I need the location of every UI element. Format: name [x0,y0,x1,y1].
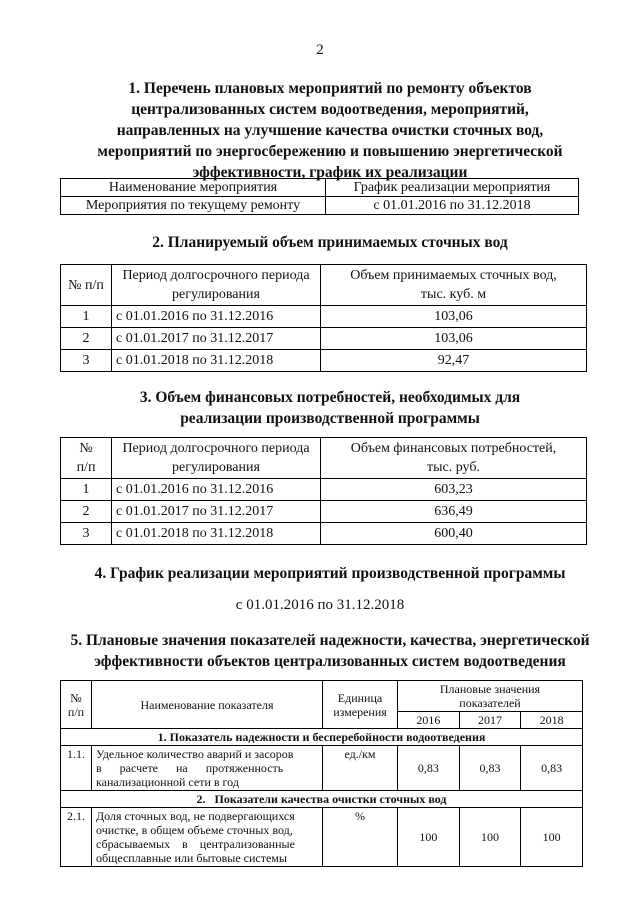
cell-number: 1 [61,479,112,501]
header-planned-line: показателей [459,696,521,710]
cell-financial: 603,23 [321,479,587,501]
cell-indicator-name [92,746,323,791]
cell-value-2016: 100 [398,808,460,867]
cell-value-2018: 100 [521,808,583,867]
cell-number: 2 [61,328,112,350]
header-year: 2017 [459,712,521,729]
table-header-row [61,438,587,479]
table-row [61,479,587,501]
table-row [61,197,579,215]
activities-table [60,178,579,215]
header-number-line: п/п [76,460,96,475]
indicator-name-line: канализационной сети в год [96,775,239,789]
header-number-line: № [70,690,82,705]
header-schedule: График реализации мероприятия [326,179,579,197]
header-year: 2016 [398,712,460,729]
cell-number: 2 [61,501,112,523]
header-period [112,438,321,479]
header-period-line: регулирования [172,287,260,302]
cell-period: с 01.01.2018 по 31.12.2018 [112,523,321,545]
cell-volume: 92,47 [321,350,587,372]
wastewater-volume-table [60,264,587,372]
header-number-line: № [79,441,93,456]
table-row [61,306,587,328]
cell-volume: 103,06 [321,328,587,350]
section3-title-line: реализации производственной программы [180,410,480,427]
section3-title-line: 3. Объем финансовых потребностей, необходимых для [139,389,521,406]
header-financial [321,438,587,479]
table-row [61,350,587,372]
header-unit [323,681,398,729]
section1-title-line: мероприятий по энергосбережению и повышению энергетической [97,143,563,160]
indicators-table [60,680,583,867]
cell-activity-name: Мероприятия по текущему ремонту [61,197,326,215]
header-planned-line: Плановые значения [439,682,541,696]
section4-period: с 01.01.2016 по 31.12.2018 [235,597,405,613]
header-period-line: Период долгосрочного периода [122,441,310,456]
indicator-name-line: Удельное количество аварий и засоров [96,747,294,761]
header-indicator-name: Наименование показателя [92,681,323,729]
cell-period: с 01.01.2016 по 31.12.2016 [112,479,321,501]
cell-indicator-name [92,808,323,867]
table-group-row [61,729,583,746]
cell-unit: ед./км [323,746,398,791]
header-number [61,438,112,479]
section5-title [30,630,630,672]
header-number [61,681,92,729]
table-row [61,746,583,791]
cell-volume: 103,06 [321,306,587,328]
section5-title-line: эффективности объектов централизованных систем водоотведения [94,653,566,670]
financial-needs-table [60,437,587,545]
cell-unit: % [323,808,398,867]
header-period-line: Период долгосрочного периода [122,268,310,283]
table-row [61,501,587,523]
indicator-name-line: общесплавные или бытовые системы [96,851,287,865]
cell-schedule: с 01.01.2016 по 31.12.2018 [326,197,579,215]
cell-value-2017: 100 [459,808,521,867]
table-header-row [61,179,579,197]
header-volume-line: тыс. куб. м [420,287,487,302]
header-financial-line: Объем финансовых потребностей, [350,441,557,456]
header-planned-values [398,681,583,712]
header-volume-line: Объем принимаемых сточных вод, [350,268,557,283]
section1-title-line: централизованных систем водоотведения, мероприятий, [131,101,529,118]
page-number: 2 [316,42,324,58]
indicator-name-line: Доля сточных вод, не подвергающихся [96,809,295,823]
cell-period: с 01.01.2017 по 31.12.2017 [112,501,321,523]
table-row [61,808,583,867]
cell-number: 3 [61,350,112,372]
section2-title: 2. Планируемый объем принимаемых сточных вод [152,234,508,251]
header-number: № п/п [61,265,112,306]
section5-title-line: 5. Плановые значения показателей надежности, качества, энергетической [70,632,590,649]
header-year: 2018 [521,712,583,729]
cell-value-2017: 0,83 [459,746,521,791]
section1-title [60,78,600,183]
section3-title [60,387,600,429]
table-row [61,523,587,545]
cell-number: 1.1. [61,746,92,791]
group-reliability: 1. Показатель надежности и бесперебойности водоотведения [61,729,583,746]
header-unit-line: измерения [333,704,387,719]
cell-period: с 01.01.2018 по 31.12.2018 [112,350,321,372]
header-period [112,265,321,306]
table-group-row [61,791,583,808]
header-period-line: регулирования [172,460,260,475]
cell-number: 1 [61,306,112,328]
table-header-row [61,681,583,712]
cell-value-2018: 0,83 [521,746,583,791]
cell-financial: 636,49 [321,501,587,523]
cell-number: 3 [61,523,112,545]
table-header-row [61,265,587,306]
cell-period: с 01.01.2017 по 31.12.2017 [112,328,321,350]
section1-title-line: эффективности, график их реализации [192,164,468,181]
header-financial-line: тыс. руб. [427,460,480,475]
section1-title-line: направленных на улучшение качества очистки сточных вод, [116,122,544,139]
table-row [61,328,587,350]
header-number-line: п/п [67,704,85,719]
header-unit-line: Единица [337,690,383,705]
cell-number: 2.1. [61,808,92,867]
group-treatment-quality: 2. Показатели качества очистки сточных вод [61,791,583,808]
indicator-name-line: в расчете на протяженность [96,761,284,775]
indicator-name-line: очистке, в общем объеме сточных вод, [96,823,293,837]
cell-value-2016: 0,83 [398,746,460,791]
indicator-name-line: сбрасываемых в централизованные [96,837,295,851]
cell-financial: 600,40 [321,523,587,545]
section4-title: 4. График реализации мероприятий производственной программы [94,565,566,582]
header-volume [321,265,587,306]
header-activity-name: Наименование мероприятия [61,179,326,197]
cell-period: с 01.01.2016 по 31.12.2016 [112,306,321,328]
section1-title-line: 1. Перечень плановых мероприятий по ремонту объектов [128,80,532,97]
